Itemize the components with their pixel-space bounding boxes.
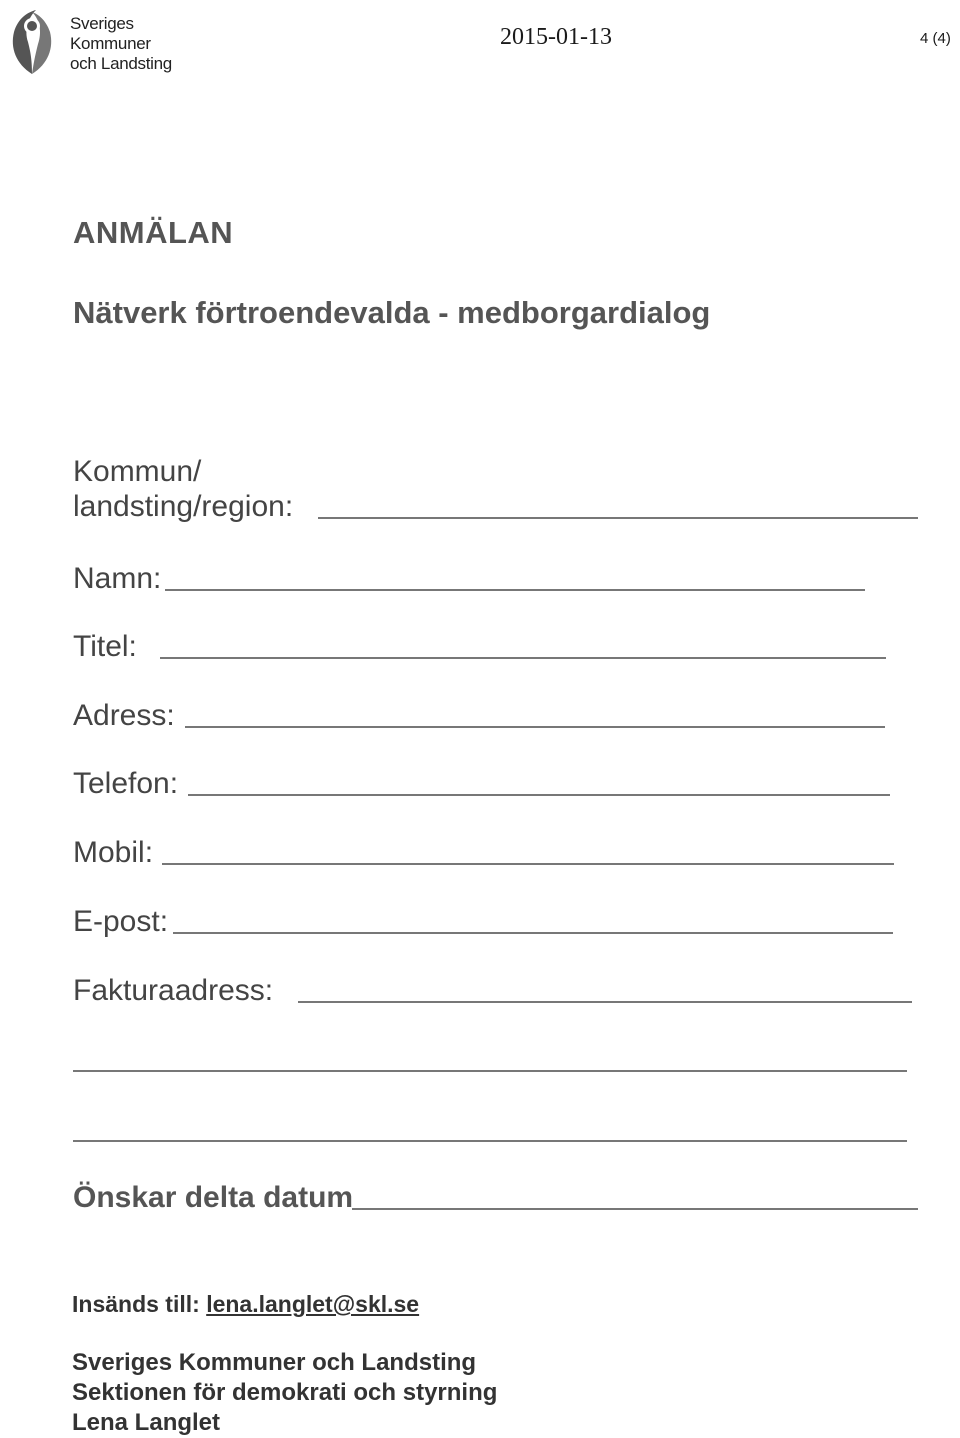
kommun-input-line[interactable] — [318, 517, 918, 519]
adress-label: Adress: — [73, 699, 175, 732]
form-title: ANMÄLAN — [73, 215, 234, 250]
address-line: Lena Langlet — [72, 1409, 221, 1436]
org-name-line: Kommuner — [70, 34, 151, 53]
org-name-line: och Landsting — [70, 54, 172, 73]
epost-input-line[interactable] — [173, 932, 893, 934]
organization-logo-icon — [6, 4, 58, 80]
kommun-label-line1: Kommun/ — [73, 455, 202, 488]
page-number: 4 (4) — [920, 30, 951, 47]
datum-input-line[interactable] — [352, 1208, 918, 1210]
fakturaadress-input-line[interactable] — [298, 1001, 912, 1003]
org-name-line: Sveriges — [70, 14, 134, 33]
namn-label: Namn: — [73, 562, 162, 595]
send-to-label: Insänds till: — [72, 1291, 200, 1317]
namn-input-line[interactable] — [165, 589, 865, 591]
fakturaadress-label: Fakturaadress: — [73, 974, 274, 1007]
address-line: Sektionen för demokrati och styrning — [72, 1379, 498, 1406]
adress-input-line[interactable] — [185, 726, 885, 728]
send-to-email-link[interactable]: lena.langlet@skl.se — [206, 1291, 420, 1317]
address-line: Sveriges Kommuner och Landsting — [72, 1349, 477, 1376]
mobil-input-line[interactable] — [162, 863, 894, 865]
epost-label: E-post: — [73, 905, 169, 938]
mobil-label: Mobil: — [73, 836, 154, 869]
titel-input-line[interactable] — [160, 657, 886, 659]
organization-name — [70, 14, 172, 74]
fakturaadress-input-line-3[interactable] — [73, 1140, 907, 1142]
send-to-line — [72, 1291, 419, 1318]
telefon-label: Telefon: — [73, 767, 179, 800]
fakturaadress-input-line-2[interactable] — [73, 1070, 907, 1072]
form-subtitle: Nätverk förtroendevalda - medborgardialog — [73, 295, 711, 330]
telefon-input-line[interactable] — [188, 794, 890, 796]
titel-label: Titel: — [73, 630, 137, 663]
contact-address — [72, 1348, 497, 1438]
datum-label: Önskar delta datum — [73, 1181, 354, 1214]
kommun-label-line2: landsting/region: — [73, 490, 294, 523]
document-date: 2015-01-13 — [500, 24, 612, 50]
